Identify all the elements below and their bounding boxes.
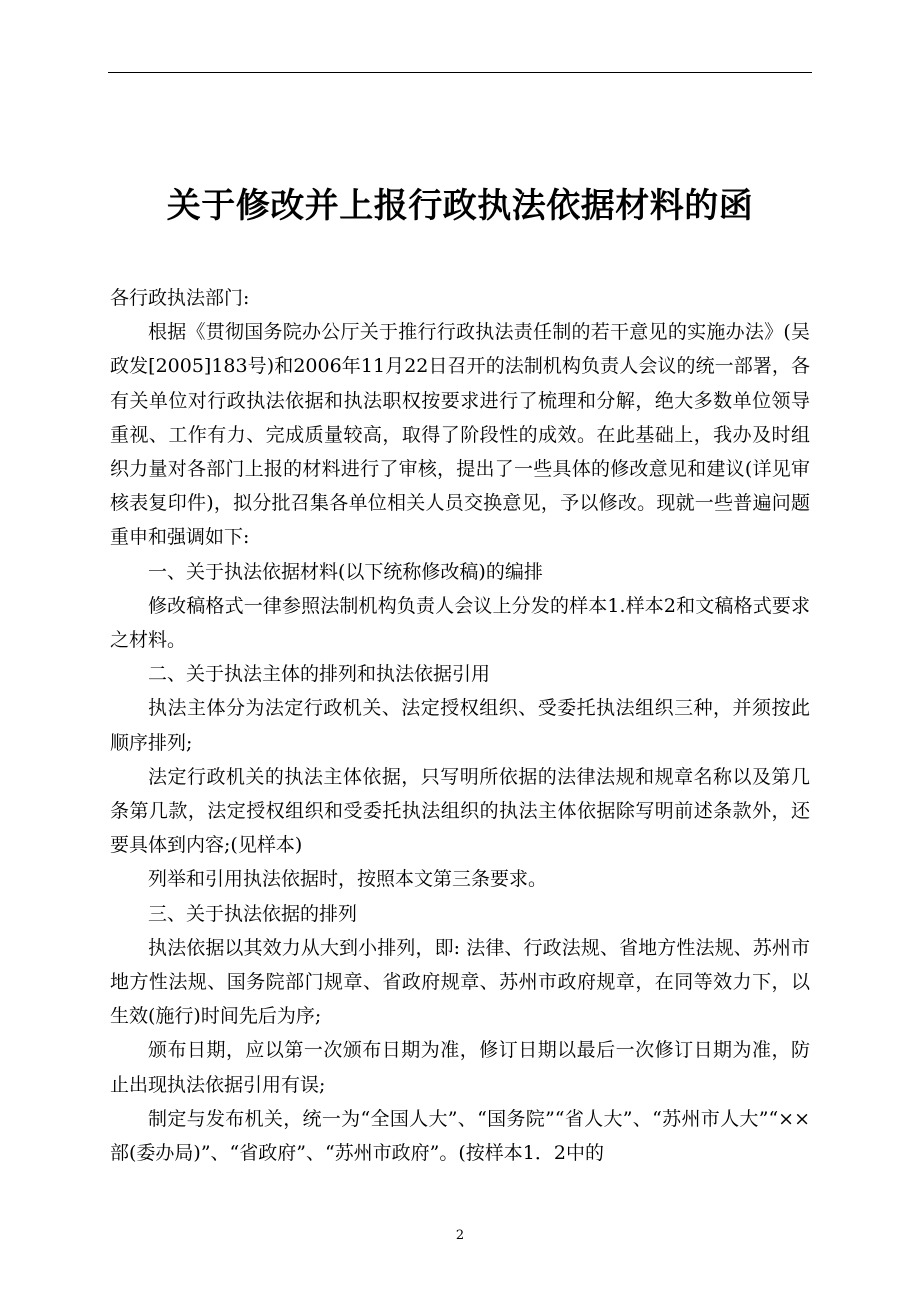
paragraph: 根据《贯彻国务院办公厅关于推行行政执法责任制的若干意见的实施办法》(吴政发[2005]183号)和2006年11月22日召开的法制机构负责人会议的统一部署，各有关单位对行政执法依据和执法职权按要求进行了梳理和分解，绝大多数单位领导重视、工作有力、完成质量较高，取得了阶段性的成效。在此基础上，我办及时组织力量对各部门上报的材料进行了审核，提出了一些具体的修改意见和建议(详见审核表复印件)，拟分批召集各单位相关人员交换意见，予以修改。现就一些普遍问题重申和强调如下: [110, 321, 810, 549]
paragraph: 修改稿格式一律参照法制机构负责人会议上分发的样本1.样本2和文稿格式要求之材料。 [110, 594, 810, 652]
document-body [110, 281, 810, 1170]
page-number: 2 [455, 1228, 465, 1243]
section-heading: 三、关于执法依据的排列 [148, 902, 358, 925]
paragraph: 列举和引用执法依据时，按照本文第三条要求。 [148, 868, 548, 891]
salutation: 各行政执法部门: [110, 287, 250, 309]
section-heading: 一、关于执法依据材料(以下统称修改稿)的编排 [148, 560, 543, 583]
paragraph: 制定与发布机关，统一为“全国人大”、“国务院”“省人大”、“苏州市人大”“××部(委办局)”、“省政府”、“苏州市政府”。(按样本1．2中的 [110, 1107, 810, 1165]
header-rule [108, 72, 812, 73]
paragraph: 法定行政机关的执法主体依据，只写明所依据的法律法规和规章名称以及第几条第几款，法定授权组织和受委托执法组织的执法主体依据除写明前述条款外，还要具体到内容;(见样本) [110, 765, 810, 857]
section-heading: 二、关于执法主体的排列和执法依据引用 [148, 663, 491, 686]
document-title: 关于修改并上报行政执法依据材料的函 [166, 186, 754, 226]
paragraph: 颁布日期，应以第一次颁布日期为准，修订日期以最后一次修订日期为准，防止出现执法依据引用有误; [110, 1039, 810, 1096]
paragraph: 执法主体分为法定行政机关、法定授权组织、受委托执法组织三种，并须按此顺序排列; [110, 697, 810, 754]
paragraph: 执法依据以其效力从大到小排列，即: 法律、行政法规、省地方性法规、苏州市地方性法规、国务院部门规章、省政府规章、苏州市政府规章，在同等效力下，以生效(施行)时间先后为序; [110, 936, 810, 1028]
